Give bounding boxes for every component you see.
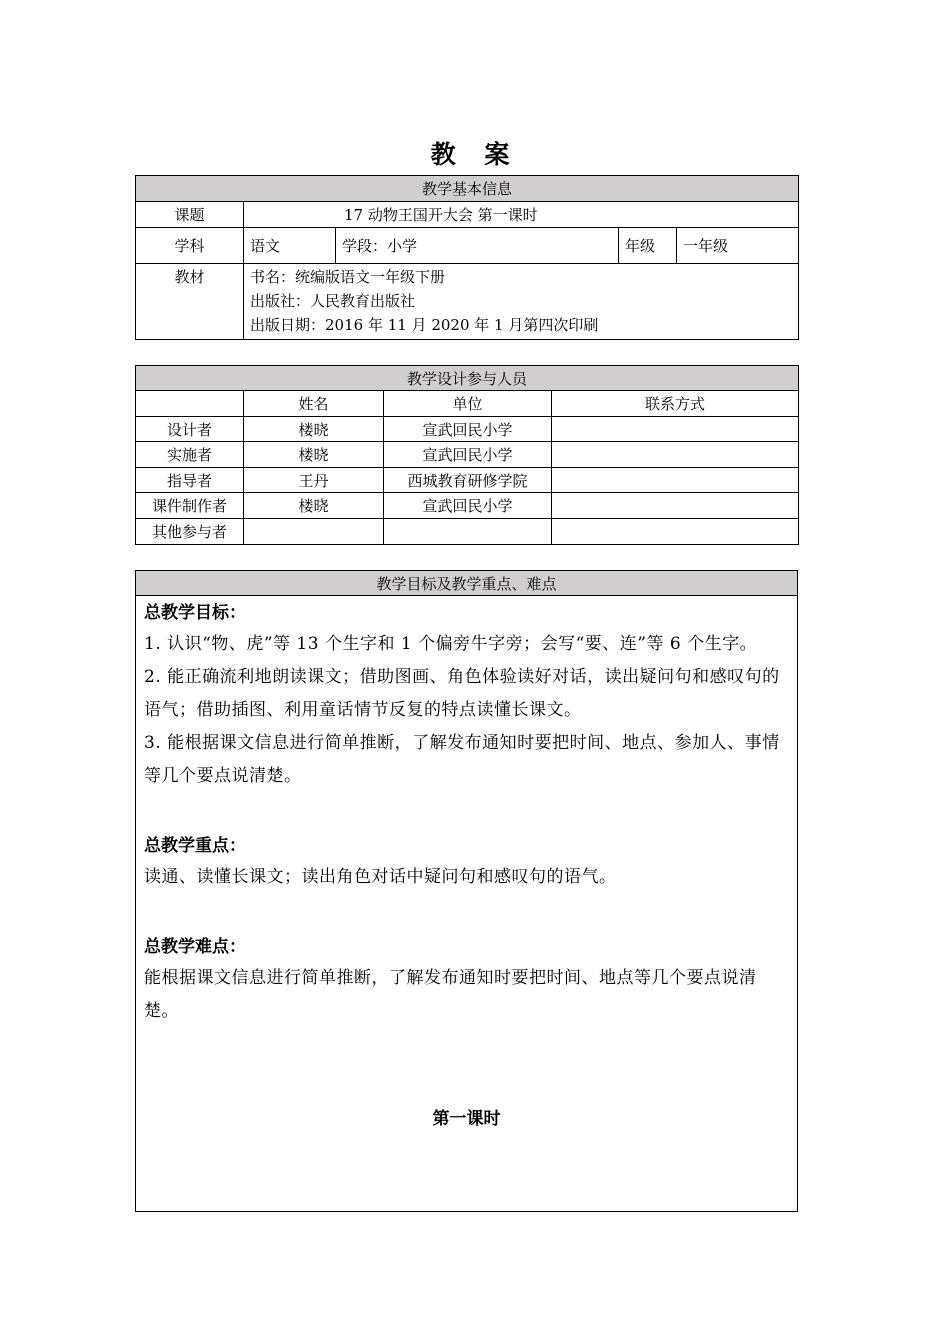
material-date: 出版日期：2016 年 11 月 2020 年 1 月第四次印刷	[250, 316, 599, 334]
key-points-title: 总教学重点：	[144, 836, 246, 856]
table-row	[136, 519, 799, 545]
material-cell	[244, 264, 799, 340]
role-cell: 实施者	[136, 442, 244, 468]
objective-item: 1. 认识“物、虎”等 13 个生字和 1 个偏旁牛字旁；会写“要、连”等 6 个生字。	[144, 634, 758, 654]
basic-info-header: 教学基本信息	[136, 176, 799, 202]
role-cell: 设计者	[136, 417, 244, 442]
name-cell: 楼晓	[244, 493, 384, 519]
difficulties-title: 总教学难点：	[144, 937, 246, 957]
table-row	[136, 468, 799, 493]
table-row	[136, 442, 799, 468]
subject-label: 学科	[136, 228, 244, 264]
role-cell: 课件制作者	[136, 493, 244, 519]
contact-cell	[552, 442, 799, 468]
basic-info-table	[135, 175, 799, 340]
grade-value: 一年级	[677, 228, 799, 264]
contact-cell	[552, 417, 799, 442]
grade-label: 年级	[619, 228, 677, 264]
stage-text: 学段：小学	[336, 228, 619, 264]
unit-cell: 宣武回民小学	[384, 493, 552, 519]
material-label: 教材	[136, 264, 244, 340]
objective-item: 3. 能根据课文信息进行简单推断，了解发布通知时要把时间、地点、参加人、事情等几个要点说清楚。	[144, 733, 780, 786]
column-header: 姓名	[244, 391, 384, 417]
page-title: 教 案	[430, 140, 520, 169]
topic-label: 课题	[136, 202, 244, 228]
objectives-title: 总教学目标：	[144, 603, 246, 623]
contact-cell	[552, 468, 799, 493]
name-cell: 王丹	[244, 468, 384, 493]
name-cell	[244, 519, 384, 545]
role-cell: 其他参与者	[136, 519, 244, 545]
unit-cell: 宣武回民小学	[384, 417, 552, 442]
column-header	[136, 391, 244, 417]
column-header: 联系方式	[552, 391, 799, 417]
difficulties-text: 能根据课文信息进行简单推断，了解发布通知时要把时间、地点等几个要点说清楚。	[144, 968, 757, 1021]
topic-value: 17 动物王国开大会 第一课时	[244, 202, 799, 228]
name-cell: 楼晓	[244, 417, 384, 442]
unit-cell	[384, 519, 552, 545]
unit-cell: 西城教育研修学院	[384, 468, 552, 493]
goals-header: 教学目标及教学重点、难点	[136, 571, 798, 596]
contact-cell	[552, 493, 799, 519]
participants-header: 教学设计参与人员	[136, 366, 799, 391]
material-publisher: 出版社：人民教育出版社	[250, 292, 416, 310]
unit-cell: 宣武回民小学	[384, 442, 552, 468]
contact-cell	[552, 519, 799, 545]
lesson-title: 第一课时	[432, 1109, 501, 1129]
participants-table	[135, 365, 799, 545]
name-cell: 楼晓	[244, 442, 384, 468]
column-header: 单位	[384, 391, 552, 417]
table-row	[136, 417, 799, 442]
key-points-text: 读通、读懂长课文；读出角色对话中疑问句和感叹句的语气。	[144, 867, 617, 887]
role-cell: 指导者	[136, 468, 244, 493]
subject-value: 语文	[244, 228, 336, 264]
goals-table	[135, 570, 798, 1212]
goals-body	[136, 596, 798, 1212]
material-book: 书名：统编版语文一年级下册	[250, 268, 446, 286]
table-row	[136, 493, 799, 519]
objective-item: 2. 能正确流利地朗读课文；借助图画、角色体验读好对话，读出疑问句和感叹句的语气；借助插图、利用童话情节反复的特点读懂长课文。	[144, 667, 780, 720]
